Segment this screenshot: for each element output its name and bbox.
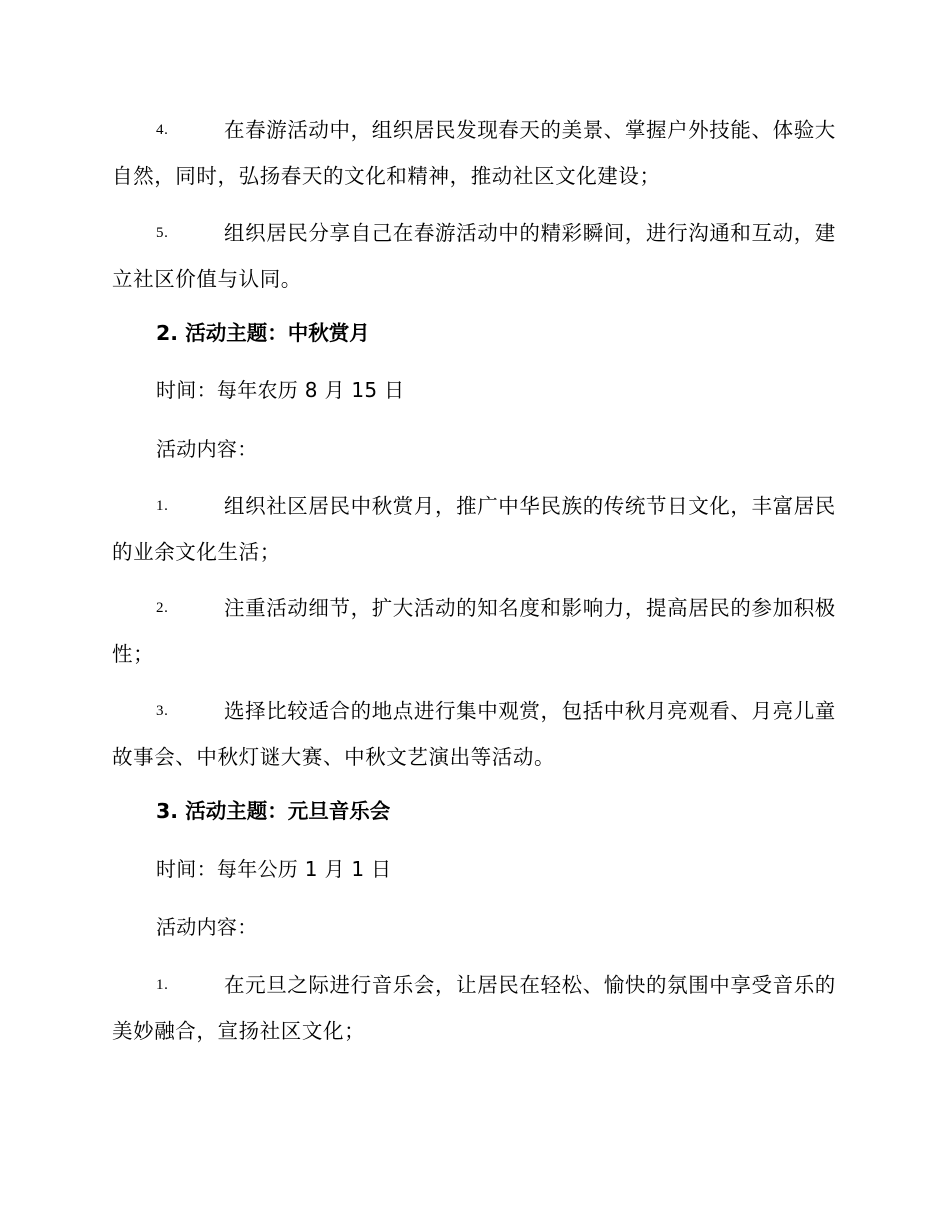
list-item — [112, 107, 836, 199]
section-heading: 3. 活动主题：元旦音乐会 — [156, 799, 391, 823]
list-item — [112, 585, 836, 677]
list-text: 在春游活动中，组织居民发现春天的美景、掌握户外技能、体验大自然，同时，弘扬春天的文化和精神，推动社区文化建设； — [112, 118, 836, 188]
list-text: 注重活动细节，扩大活动的知名度和影响力，提高居民的参加积极性； — [112, 596, 836, 666]
time-line: 时间：每年农历 8 月 15 日 — [156, 378, 405, 402]
list-item — [112, 210, 836, 302]
list-text: 在元旦之际进行音乐会，让居民在轻松、愉快的氛围中享受音乐的美妙融合，宣扬社区文化； — [112, 973, 836, 1043]
list-item — [112, 483, 836, 575]
time-line: 时间：每年公历 1 月 1 日 — [156, 857, 392, 881]
list-number: 1. — [156, 498, 169, 514]
list-number: 5. — [156, 225, 169, 241]
list-text: 选择比较适合的地点进行集中观赏，包括中秋月亮观看、月亮儿童故事会、中秋灯谜大赛、中秋文艺演出等活动。 — [112, 699, 836, 769]
section-heading: 2. 活动主题：中秋赏月 — [156, 321, 370, 345]
list-item — [112, 688, 836, 780]
list-number: 2. — [156, 600, 169, 616]
list-number: 4. — [156, 122, 169, 138]
list-number: 1. — [156, 977, 169, 993]
list-text: 组织居民分享自己在春游活动中的精彩瞬间，进行沟通和互动，建立社区价值与认同。 — [112, 221, 836, 291]
list-item — [112, 962, 836, 1054]
content-label: 活动内容： — [156, 437, 258, 461]
list-number: 3. — [156, 703, 169, 719]
list-text: 组织社区居民中秋赏月，推广中华民族的传统节日文化，丰富居民的业余文化生活； — [112, 494, 836, 564]
content-label: 活动内容： — [156, 915, 258, 939]
